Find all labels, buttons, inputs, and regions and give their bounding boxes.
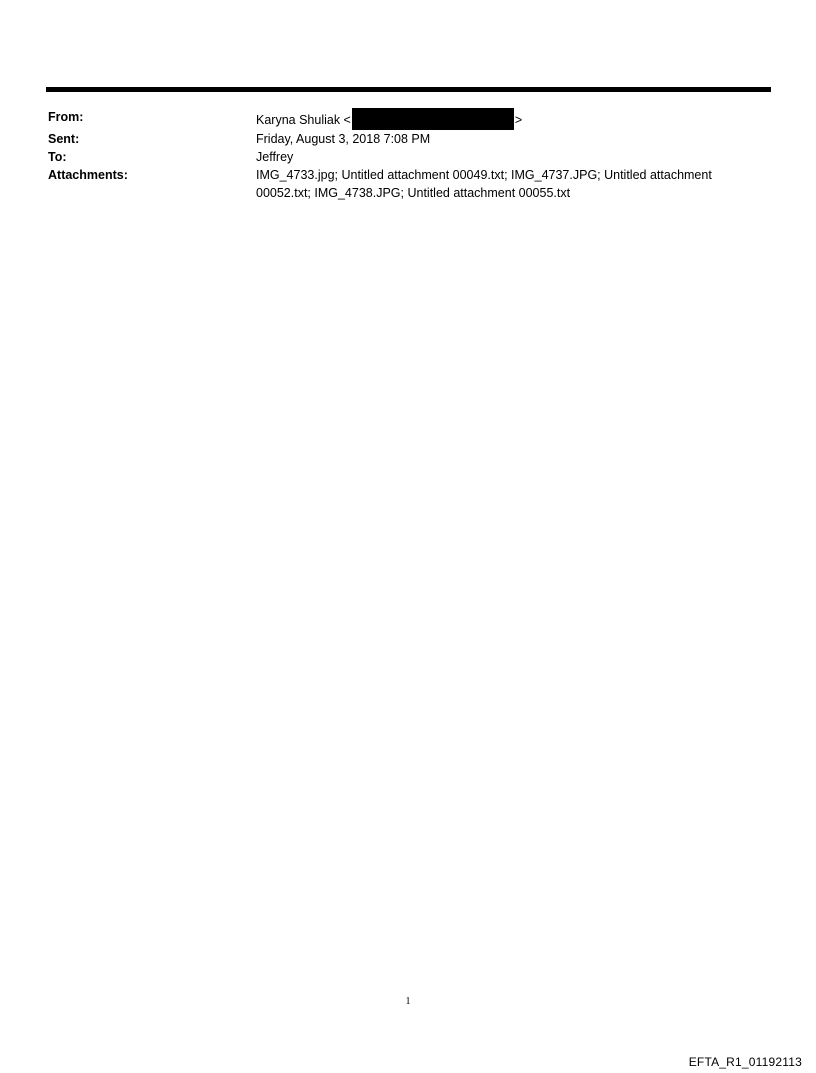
sender-email-close: >: [514, 113, 523, 127]
redaction-block: [352, 108, 514, 130]
page-number: 1: [405, 996, 411, 1007]
attachments-line-1: IMG_4733.jpg; Untitled attachment 00049.txt; IMG_4737.JPG; Untitled attachment: [256, 168, 712, 182]
to-value: Jeffrey: [256, 150, 294, 164]
to-label: To:: [48, 150, 67, 164]
sent-label: Sent:: [48, 132, 80, 146]
from-value: [256, 108, 770, 130]
from-row: [48, 108, 770, 130]
document-id: EFTA_R1_01192113: [688, 1055, 802, 1069]
attachments-line-2: 00052.txt; IMG_4738.JPG; Untitled attachment 00055.txt: [256, 186, 571, 200]
sent-value: Friday, August 3, 2018 7:08 PM: [256, 132, 431, 146]
attachments-label: Attachments:: [48, 168, 128, 182]
from-label: From:: [48, 110, 84, 124]
attachments-row: [48, 166, 770, 202]
to-row: [48, 148, 770, 166]
email-header: [48, 108, 770, 202]
attachments-value: [256, 166, 770, 202]
sent-row: [48, 130, 770, 148]
sender-name: Karyna Shuliak <: [256, 113, 351, 127]
header-rule: [46, 87, 771, 92]
